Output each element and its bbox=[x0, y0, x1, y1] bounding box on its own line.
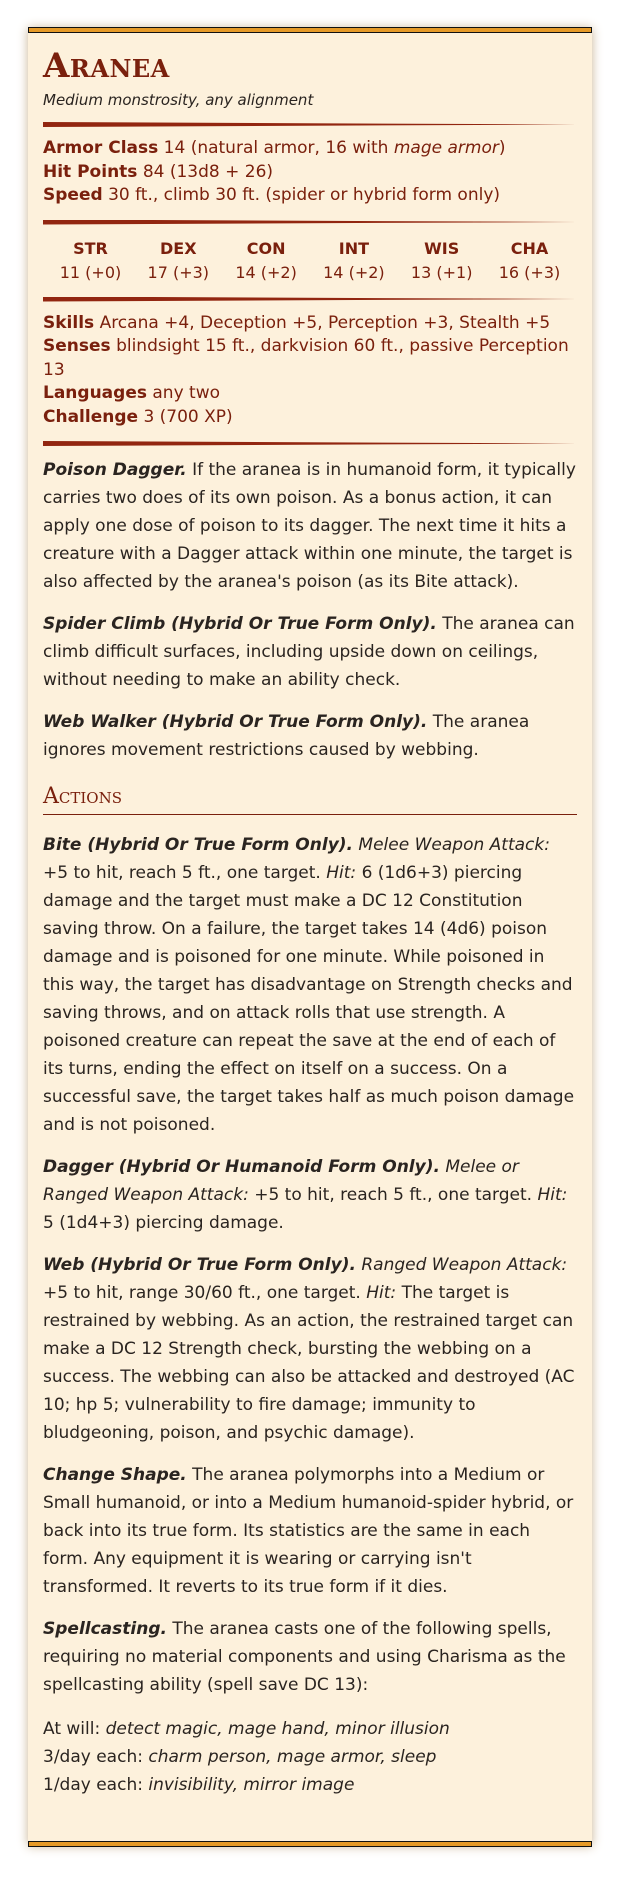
languages-label: Languages bbox=[43, 383, 147, 403]
stat-block bbox=[28, 28, 592, 1846]
attack-text: +5 to hit, reach 5 ft., one target. bbox=[43, 863, 321, 883]
stat-block-content bbox=[43, 46, 577, 1799]
action-text: The aranea polymorphs into a Medium or Small humanoid, or into a Medium humanoid-spider hybrid, or back into its true form. Its statistics are the same in each form. Any equipment it is wearing or carrying isn't transformed. It reverts to its true form if it dies. bbox=[43, 1465, 574, 1597]
ability-label: INT bbox=[338, 238, 370, 258]
ability-label: CON bbox=[246, 238, 286, 258]
attack-type: Melee or Ranged Weapon Attack: bbox=[43, 1157, 519, 1205]
hit-text: The target is restrained by webbing. As an action, the restrained target can make a DC 12 Strength check, bursting the webbing on a success. The webbing can also be attacked and destroyed (AC 10; hp 5; vulnerability to fire damage; immunity to bludgeoning, poison, and psychic damage). bbox=[43, 1283, 575, 1443]
spell-frequency: 1/day each: bbox=[43, 1775, 143, 1795]
action-title: Web (Hybrid Or True Form Only). bbox=[43, 1255, 356, 1275]
challenge-label: Challenge bbox=[43, 406, 139, 427]
attack-type: Melee Weapon Attack: bbox=[358, 835, 550, 855]
ability-value: 14 (+2) bbox=[235, 262, 297, 282]
spell-line-at-will bbox=[43, 1715, 577, 1743]
ability-label: DEX bbox=[160, 238, 197, 258]
spell-frequency: 3/day each: bbox=[43, 1747, 143, 1767]
hit-points-value: 84 (13d8 + 26) bbox=[142, 161, 274, 182]
trait-text: The aranea ignores movement restrictions caused by webbing. bbox=[43, 712, 530, 760]
languages-line bbox=[43, 382, 577, 406]
tapered-rule bbox=[43, 122, 577, 127]
hit-text: 6 (1d6+3) piercing damage and the target must make a DC 12 Constitution saving throw. On a failure, the target takes 14 (4d6) poison damage and is poisoned for one minute. While poisoned in this way, the target has disadvantage on Strength checks and saving throws, and on attack rolls that use strength. A poisoned creature can repeat the save at the end of each of its turns, ending the effect on itself on a success. On a successful save, the target takes half as much poison damage and is not poisoned. bbox=[43, 863, 575, 1135]
ability-con bbox=[224, 237, 309, 285]
ability-int bbox=[311, 237, 396, 285]
ability-scores bbox=[43, 235, 577, 285]
action-title: Spellcasting. bbox=[43, 1619, 167, 1639]
monster-meta: Medium monstrosity, any alignment bbox=[43, 91, 314, 109]
speed-value: 30 ft., climb 30 ft. (spider or hybrid form only) bbox=[108, 185, 501, 205]
senses-line bbox=[43, 335, 577, 382]
hit-label: Hit: bbox=[537, 1185, 568, 1205]
trait-title: Poison Dagger. bbox=[43, 460, 187, 480]
action-text: The aranea casts one of the following spells, requiring no material components and using Charisma as the spellcasting ability (spell save DC 13): bbox=[43, 1619, 566, 1695]
skills-line bbox=[43, 312, 577, 336]
action-title: Bite (Hybrid Or True Form Only). bbox=[43, 835, 354, 855]
armor-class-value-c: ) bbox=[498, 138, 506, 158]
ability-str bbox=[48, 237, 133, 285]
top-border-bar bbox=[28, 27, 592, 33]
trait-web-walker bbox=[43, 708, 577, 764]
hit-text: 5 (1d4+3) piercing damage. bbox=[43, 1213, 284, 1233]
tapered-rule bbox=[43, 441, 577, 446]
trait-text: The aranea can climb difficult surfaces, including upside down on ceilings, without needing to make an ability check. bbox=[43, 614, 575, 690]
trait-spider-climb bbox=[43, 610, 577, 694]
action-bite bbox=[43, 831, 577, 1139]
action-dagger bbox=[43, 1153, 577, 1237]
spell-names: invisibility, mirror image bbox=[148, 1775, 355, 1795]
trait-title: Spider Climb (Hybrid Or True Form Only). bbox=[43, 614, 437, 634]
armor-class-value-a: 14 (natural armor, 16 with bbox=[163, 138, 394, 158]
spell-frequency: At will: bbox=[43, 1719, 101, 1739]
attack-text: +5 to hit, range 30/60 ft., one target. bbox=[43, 1283, 361, 1303]
spell-list bbox=[43, 1715, 577, 1799]
action-web bbox=[43, 1251, 577, 1447]
hit-points-label: Hit Points bbox=[43, 161, 138, 182]
speed-line bbox=[43, 184, 577, 208]
hit-label: Hit: bbox=[326, 863, 357, 883]
tapered-rule bbox=[43, 297, 577, 302]
ability-value: 11 (+0) bbox=[59, 262, 122, 282]
armor-class-line bbox=[43, 137, 577, 161]
ability-label: STR bbox=[73, 238, 108, 258]
tapered-rule bbox=[43, 220, 577, 225]
challenge-line bbox=[43, 406, 577, 430]
ability-value: 14 (+2) bbox=[323, 262, 385, 282]
action-title: Change Shape. bbox=[43, 1465, 187, 1485]
ability-dex bbox=[136, 237, 221, 285]
hit-points-line bbox=[43, 161, 577, 185]
spell-line-1-day bbox=[43, 1771, 577, 1799]
senses-value: blindsight 15 ft., darkvision 60 ft., passive Perception 13 bbox=[43, 336, 569, 380]
hit-label: Hit: bbox=[366, 1283, 397, 1303]
ability-label: CHA bbox=[510, 238, 549, 258]
action-change-shape bbox=[43, 1461, 577, 1601]
attack-type: Ranged Weapon Attack: bbox=[361, 1255, 568, 1275]
bottom-border-bar bbox=[28, 1841, 592, 1847]
ability-label: WIS bbox=[424, 238, 460, 258]
skills-label: Skills bbox=[43, 312, 95, 333]
armor-class-label: Armor Class bbox=[43, 138, 159, 158]
languages-value: any two bbox=[152, 383, 221, 403]
ability-cha bbox=[487, 237, 572, 285]
attack-text: +5 to hit, reach 5 ft., one target. bbox=[254, 1185, 533, 1205]
spell-names: charm person, mage armor, sleep bbox=[148, 1747, 437, 1767]
skills-value: Arcana +4, Deception +5, Perception +3, Stealth +5 bbox=[99, 312, 551, 333]
spell-line-3-day bbox=[43, 1743, 577, 1771]
action-spellcasting bbox=[43, 1615, 577, 1699]
actions-heading: Actions bbox=[43, 782, 577, 815]
ability-value: 13 (+1) bbox=[410, 262, 473, 282]
spell-names: detect magic, mage hand, minor illusion bbox=[105, 1719, 450, 1739]
armor-class-value-spell: mage armor bbox=[393, 138, 499, 158]
challenge-value: 3 (700 XP) bbox=[143, 406, 233, 427]
speed-label: Speed bbox=[43, 185, 103, 205]
senses-label: Senses bbox=[43, 336, 111, 356]
trait-poison-dagger bbox=[43, 456, 577, 596]
ability-value: 17 (+3) bbox=[147, 262, 210, 282]
ability-value: 16 (+3) bbox=[498, 262, 561, 282]
trait-text: If the aranea is in humanoid form, it typically carries two does of its own poison. As a bonus action, it can apply one dose of poison to its dagger. The next time it hits a creature with a Dagger attack within one minute, the target is also affected by the aranea's poison (as its Bite attack). bbox=[43, 460, 576, 592]
ability-wis bbox=[399, 237, 484, 285]
trait-title: Web Walker (Hybrid Or True Form Only). bbox=[43, 712, 428, 732]
monster-name: Aranea bbox=[43, 46, 170, 86]
action-title: Dagger (Hybrid Or Humanoid Form Only). bbox=[43, 1157, 440, 1177]
